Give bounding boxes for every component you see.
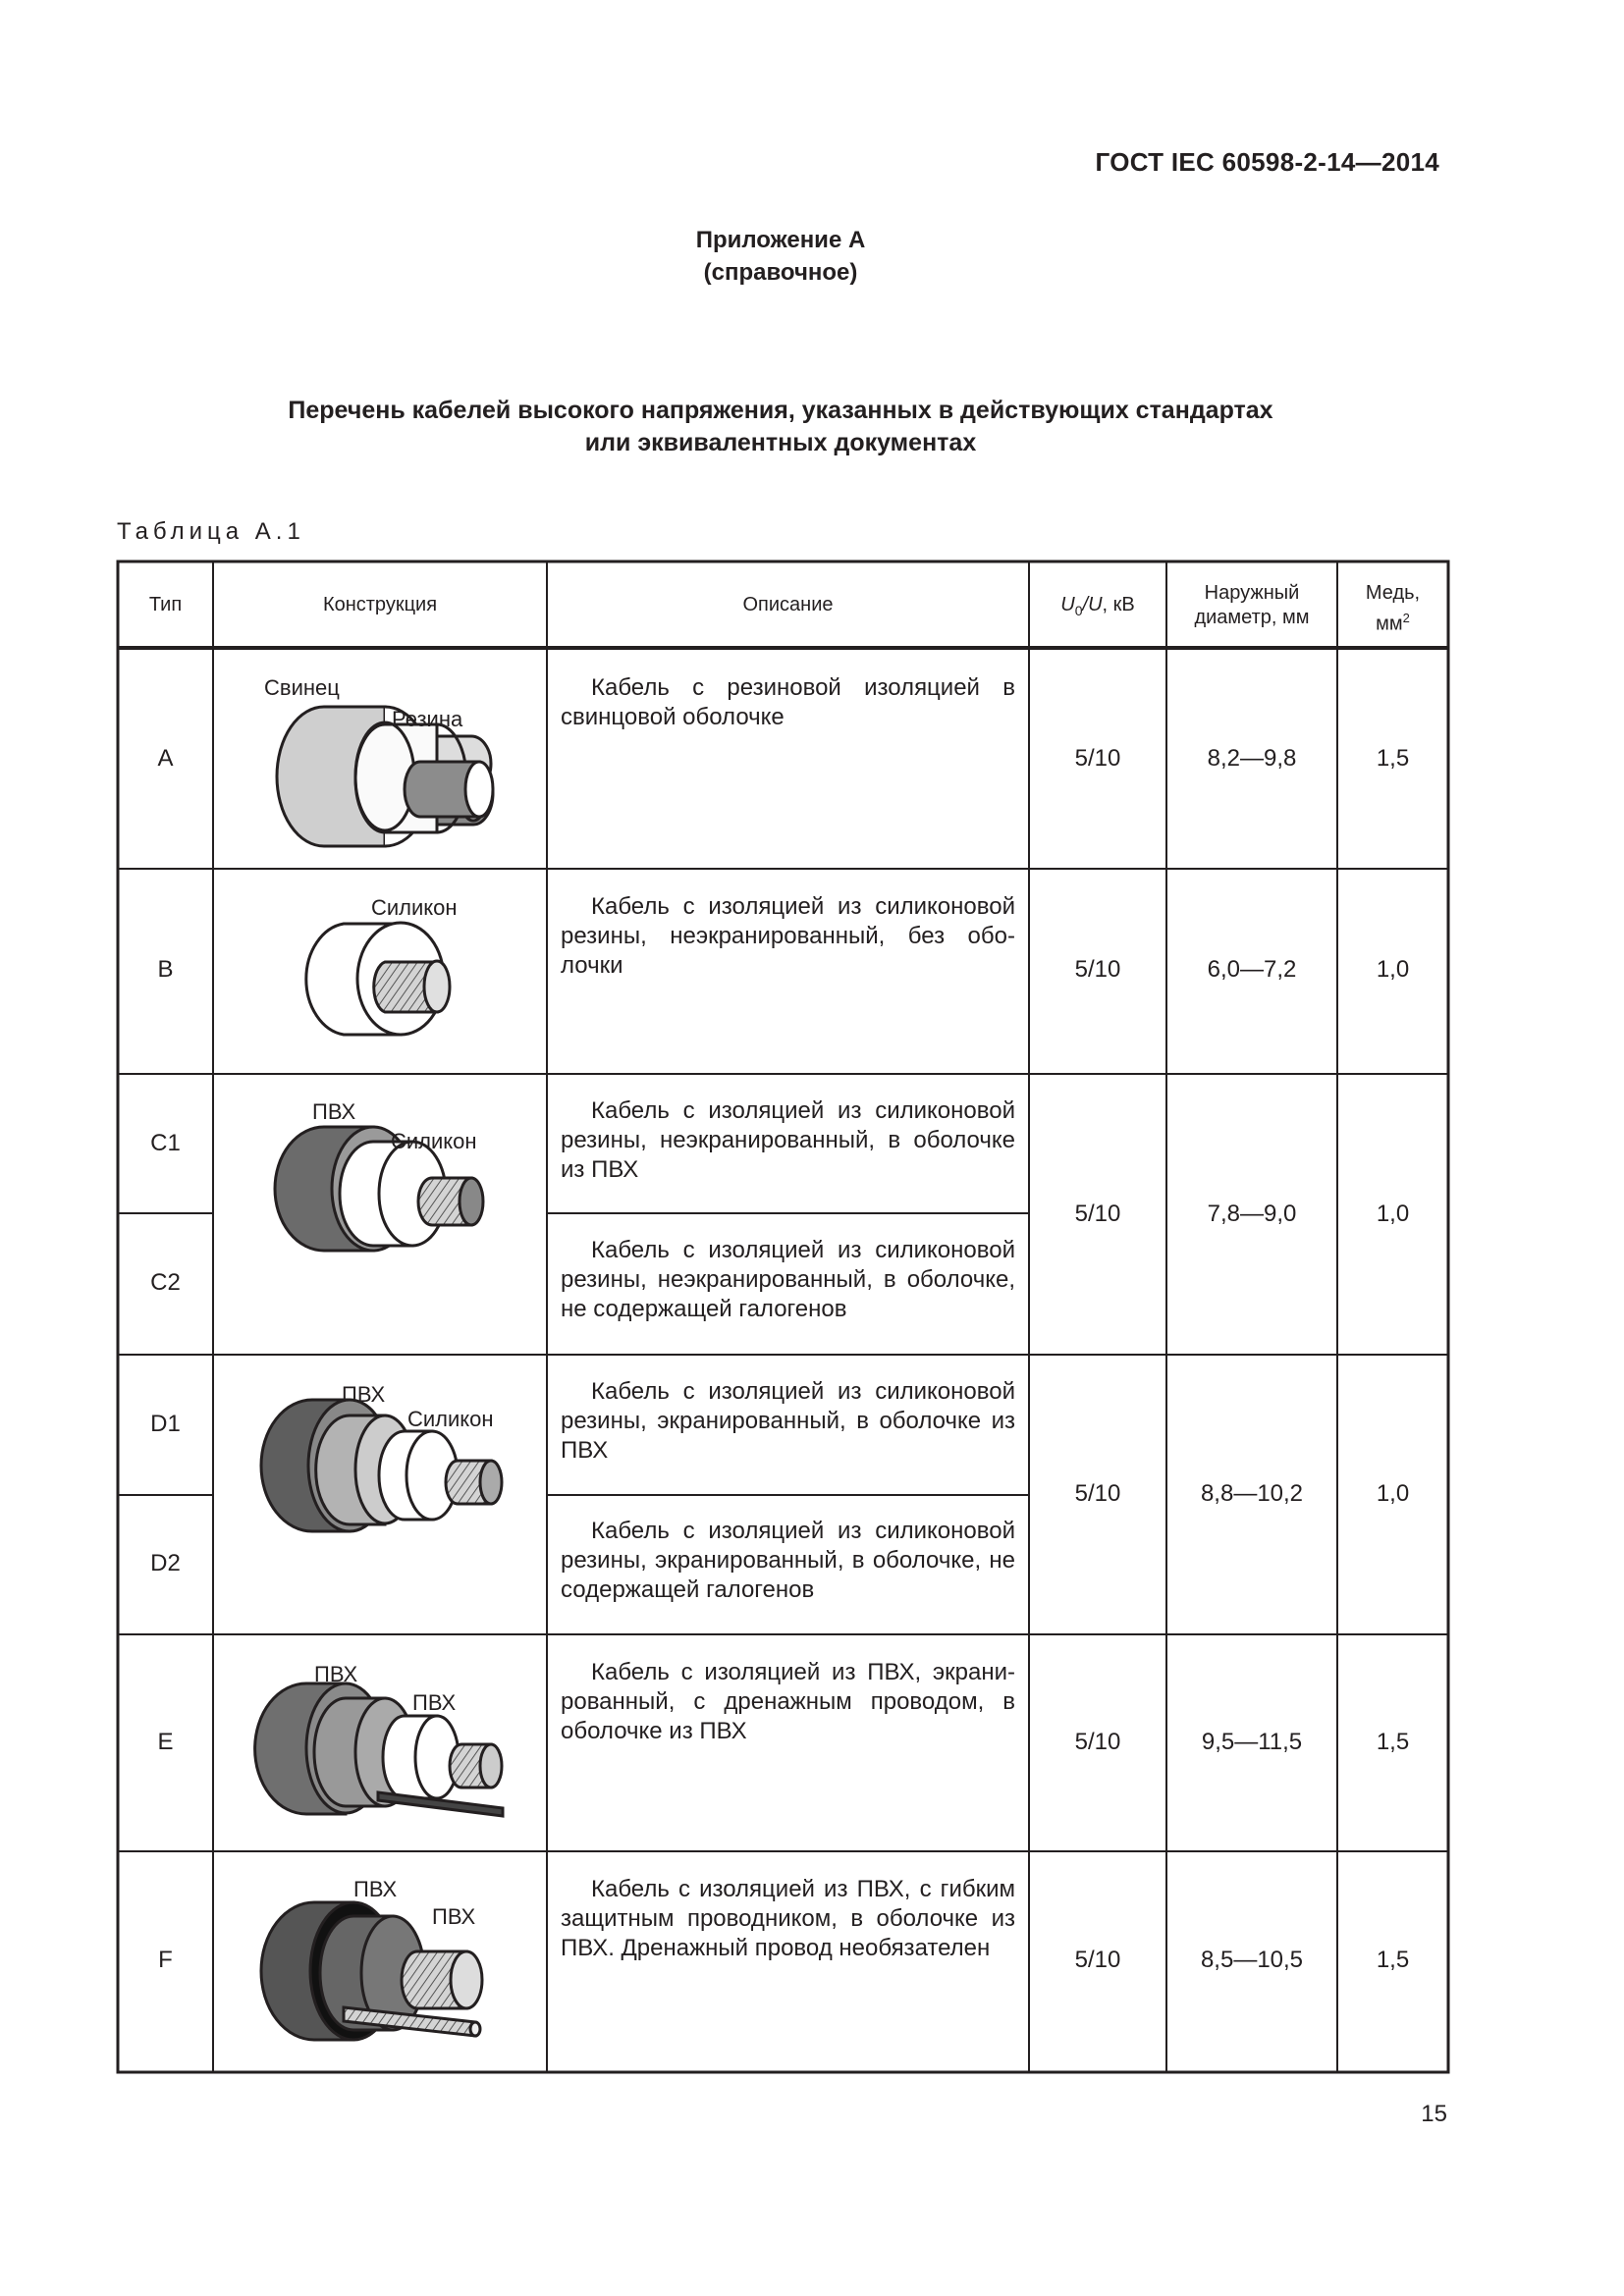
voltage-cell-c: 5/10: [1074, 1201, 1121, 1227]
label-pvc-outer: ПВХ: [314, 1662, 358, 1686]
label-silicone: Силикон: [407, 1407, 494, 1431]
desc-cell-c2: Кабель с изоляцией из силиконовой резины, неэкранированный, в оболочке, не содержащей галогенов: [561, 1237, 1015, 1322]
col-header-voltage: [1029, 593, 1166, 623]
col-header-diameter: [1166, 581, 1337, 630]
diameter-cell-f: 8,5—10,5: [1200, 1947, 1304, 1973]
copper-cell-f: 1,5: [1376, 1947, 1410, 1973]
desc-cell-b: Кабель с изоляцией из силиконовой резины, неэкранированный, без оболочки: [561, 893, 1015, 979]
type-cell-a: A: [157, 745, 174, 772]
type-cell-b: B: [157, 956, 174, 983]
desc-cell-a: Кабель с резиновой изоляцией в свинцовой оболочке: [561, 674, 1015, 730]
copper-unit: мм: [1376, 613, 1403, 635]
label-pvc: ПВХ: [342, 1382, 386, 1407]
label-pvc-inner: ПВХ: [432, 1904, 476, 1929]
voltage-cell-e: 5/10: [1074, 1729, 1121, 1755]
label-pvc-outer: ПВХ: [353, 1877, 398, 1901]
voltage-rest: /U: [1082, 594, 1103, 615]
type-cell-c2: C2: [150, 1269, 181, 1296]
annex-note: (справочное): [703, 259, 858, 286]
label-silicone: Силикон: [391, 1129, 477, 1153]
diameter-line-2: диаметр, мм: [1194, 607, 1310, 628]
copper-line-2: [1337, 606, 1448, 637]
type-cell-d2: D2: [150, 1550, 181, 1576]
diameter-cell-d: 8,8—10,2: [1200, 1480, 1304, 1507]
label-lead: Свинец: [264, 675, 340, 700]
annex-title: Приложение А: [695, 227, 866, 253]
label-silicone: Силикон: [371, 895, 458, 920]
heading-line-1: Перечень кабелей высокого напряжения, указанных в действующих стандартах: [288, 397, 1273, 424]
desc-cell-f: Кабель с изоляцией из ПВХ, с гибким защитным проводником, в оболочке из ПВХ. Дренажный провод необязателен: [561, 1876, 1015, 1961]
copper-cell-b: 1,0: [1376, 956, 1410, 983]
document-code: ГОСТ IEC 60598-2-14—2014: [1095, 147, 1439, 177]
voltage-subscript: 0: [1074, 603, 1083, 618]
desc-cell-d2: Кабель с изоляцией из силиконовой резины, экранированный, в оболочке, не содержащей галогенов: [561, 1518, 1015, 1603]
type-cell-c1: C1: [150, 1130, 181, 1156]
col-header-copper: [1337, 581, 1448, 637]
col-header-construction: Конструкция: [322, 594, 438, 615]
copper-cell-a: 1,5: [1376, 745, 1410, 772]
label-pvc: ПВХ: [312, 1099, 356, 1124]
col-header-type: Тип: [148, 594, 183, 615]
copper-superscript: 2: [1402, 611, 1410, 625]
voltage-symbol: U: [1060, 594, 1075, 615]
voltage-cell-a: 5/10: [1074, 745, 1121, 772]
desc-cell-e: Кабель с изоляцией из ПВХ, экранированный, с дренажным проводом, в оболочке из ПВХ: [561, 1659, 1015, 1744]
diameter-cell-a: 8,2—9,8: [1207, 745, 1297, 772]
diameter-cell-b: 6,0—7,2: [1207, 956, 1297, 983]
type-cell-f: F: [158, 1947, 173, 1973]
label-rubber: Резина: [392, 707, 463, 731]
label-pvc-inner: ПВХ: [412, 1690, 457, 1715]
cable-e-drawing: [255, 1683, 503, 1816]
table-caption: Таблица А.1: [117, 518, 305, 545]
diameter-cell-c: 7,8—9,0: [1207, 1201, 1297, 1227]
heading-line-2: или эквивалентных документах: [584, 429, 977, 456]
copper-line-1: Медь,: [1365, 582, 1421, 604]
voltage-cell-d: 5/10: [1074, 1480, 1121, 1507]
desc-cell-c1: Кабель с изоляцией из силиконовой резины, неэкранированный, в оболочке из ПВХ: [561, 1097, 1015, 1183]
col-header-description: Описание: [742, 594, 834, 615]
diameter-cell-e: 9,5—11,5: [1201, 1729, 1303, 1755]
type-cell-e: E: [157, 1729, 174, 1755]
copper-cell-e: 1,5: [1376, 1729, 1410, 1755]
voltage-cell-f: 5/10: [1074, 1947, 1121, 1973]
copper-cell-d: 1,0: [1376, 1480, 1410, 1507]
voltage-cell-b: 5/10: [1074, 956, 1121, 983]
page-number: 15: [1421, 2101, 1447, 2127]
voltage-unit: , кВ: [1102, 594, 1135, 615]
diameter-line-1: Наружный: [1204, 582, 1300, 604]
desc-cell-d1: Кабель с изоляцией из силиконовой резины, экранированный, в оболочке из ПВХ: [561, 1378, 1015, 1464]
type-cell-d1: D1: [150, 1411, 181, 1437]
cable-b-drawing: [306, 923, 450, 1035]
copper-cell-c: 1,0: [1376, 1201, 1410, 1227]
